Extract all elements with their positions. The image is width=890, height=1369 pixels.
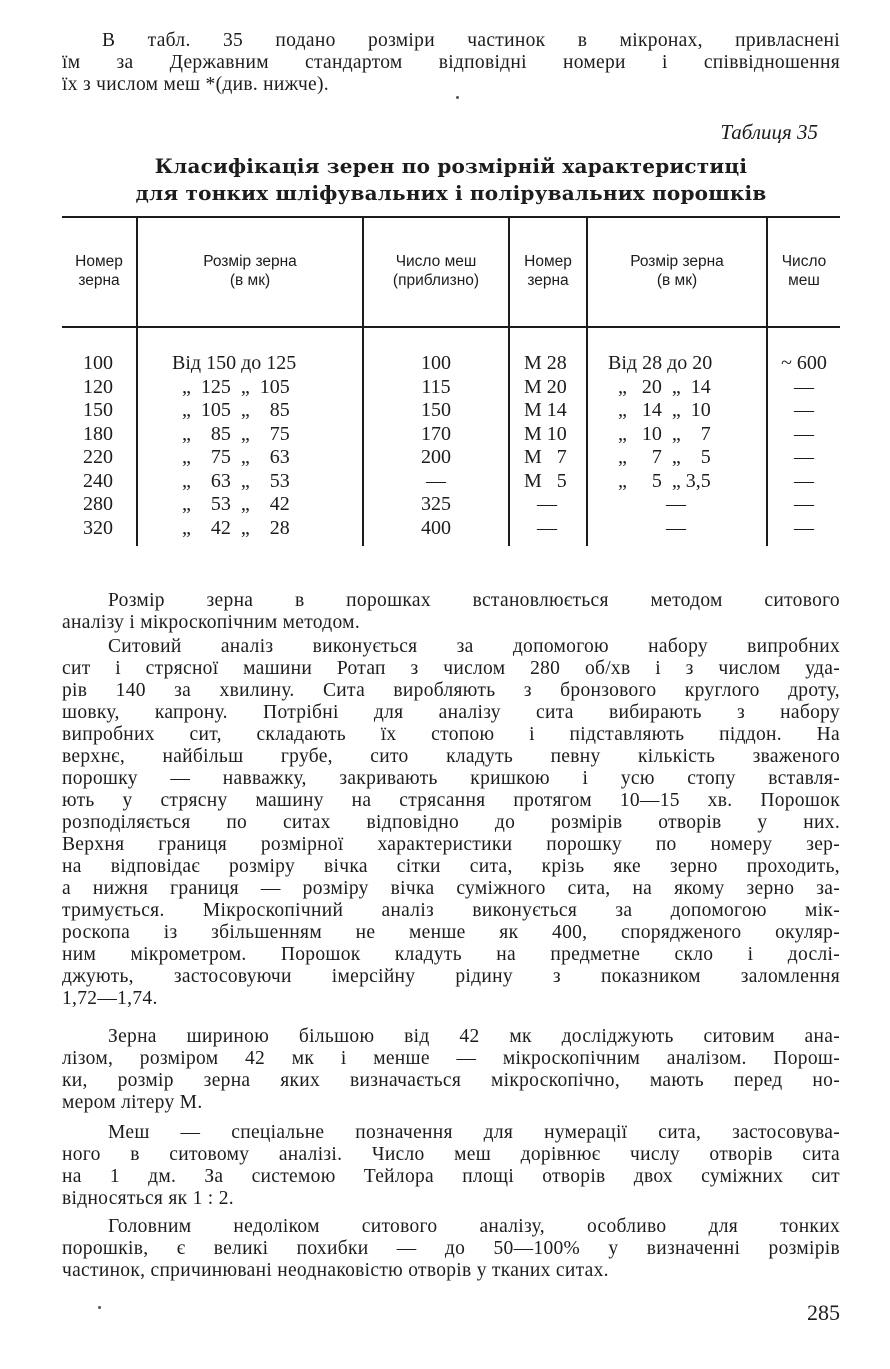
- text-line: ним мікрометром. Порошок кладуть на предметне скло і дослі-: [62, 944, 840, 965]
- paragraph-mesh-definition: [62, 1122, 840, 1210]
- table-cell: 325: [421, 493, 451, 515]
- table-cell: М 5: [524, 469, 567, 492]
- intro-paragraph: [62, 30, 840, 96]
- text-line: порошку — навважку, закривають кришкою і усю стопу вставля-: [62, 768, 840, 789]
- table-cell: —: [794, 469, 814, 492]
- table-cell: —: [666, 516, 686, 539]
- text-line: роскопа із збільшенням не менше як 400, спорядженого окуляр-: [62, 922, 840, 943]
- table-cell: „ 7 „ 5: [608, 446, 711, 468]
- paragraph-grain-size-methods: [62, 590, 840, 634]
- table-cell: —: [537, 516, 557, 539]
- table-cell: 115: [421, 375, 451, 398]
- text-line: 1,72—1,74.: [62, 988, 158, 1009]
- table-cell: —: [666, 493, 686, 515]
- text-line: тримується. Мікроскопічний аналіз виконується за допомогою мік-: [62, 900, 840, 921]
- table-cell: М 10: [524, 422, 567, 445]
- paragraph-sieve-analysis: [62, 636, 840, 1010]
- table-cell: 170: [421, 422, 451, 445]
- text-line: розподіляється по ситах відповідно до розмірів отворів у них.: [62, 812, 840, 833]
- column-grain-size: [138, 352, 360, 540]
- text-line: порошків, є великі похибки — до 50—100% у визначенні розмірів: [62, 1238, 840, 1259]
- table-cell: „ 125 „ 105: [172, 375, 290, 398]
- table-cell: 150: [83, 399, 113, 421]
- table-cell: 150: [421, 399, 451, 421]
- header-grain-number: Номер зерна: [75, 253, 123, 289]
- text-line: на відповідає розміру вічка сітки сита, крізь яке зерно проходить,: [62, 856, 840, 877]
- table-cell: —: [794, 446, 814, 468]
- print-speck: [456, 96, 459, 99]
- table-cell: „ 63 „ 53: [172, 469, 290, 492]
- table-cell: Від 28 до 20: [608, 352, 713, 374]
- text-line: випробних сит, складають їх стопою і підставляють піддон. На: [62, 724, 840, 745]
- table-cell: 280: [83, 493, 113, 515]
- table-cell: 200: [421, 446, 451, 468]
- table-label: Таблиця 35: [720, 120, 818, 144]
- table-cell: 220: [83, 446, 113, 468]
- header-grain-size: Розмір зерна (в мк): [203, 253, 297, 289]
- table-cell: —: [794, 422, 814, 445]
- text-line: джують, застосовуючи імерсійну рідину з показником заломлення: [62, 966, 840, 987]
- table-cell: 180: [83, 422, 113, 445]
- table-cell: М 20: [524, 375, 567, 398]
- text-line: Розмір зерна в порошках встановлюється методом ситового: [108, 590, 840, 611]
- column-mesh-count-2: [768, 352, 840, 540]
- text-line: частинок, спричинювані неоднаковістю отворів у тканих ситах.: [62, 1260, 609, 1281]
- text-line: рів 140 за хвилину. Сита виробляють з бронзового круглого дроту,: [62, 680, 840, 701]
- table-title-line: для тонких шліфувальних і полірувальних порошків: [135, 181, 767, 205]
- text-line: ють у стрясну машину на стрясання протягом 10—15 хв. Порошок: [62, 790, 840, 811]
- column-grain-size-2: [588, 352, 764, 540]
- text-line: відносяться як 1 : 2.: [62, 1188, 234, 1209]
- header-mesh-count: Число меш (приблизно): [392, 253, 480, 289]
- table-cell: —: [794, 493, 814, 515]
- text-line: ки, розмір зерна яких визначається мікроскопічно, мають перед но-: [62, 1070, 840, 1091]
- table-cell: 400: [421, 516, 451, 539]
- text-line: а нижня границя — розміру вічка суміжного сита, на якому зерно за-: [62, 878, 840, 899]
- intro-line: їх з числом меш *(див. нижче).: [62, 74, 329, 95]
- table-cell: М 28: [524, 352, 567, 374]
- text-line: мером літеру М.: [62, 1092, 203, 1113]
- table-cell: Від 150 до 125: [172, 352, 297, 374]
- intro-line: В табл. 35 подано розміри частинок в мікронах, привласнені: [102, 30, 840, 51]
- table-cell: „ 85 „ 75: [172, 422, 290, 445]
- column-grain-number: [62, 352, 134, 540]
- table-header-rule: [62, 326, 840, 328]
- table-cell: —: [794, 399, 814, 421]
- header-grain-number-2: Номер зерна: [524, 253, 572, 289]
- table-cell: М 7: [524, 446, 567, 468]
- text-line: на 1 дм. За системою Тейлора площі отворів двох суміжних сит: [62, 1166, 840, 1187]
- table-cell: „ 20 „ 14: [608, 375, 711, 398]
- table-cell: —: [794, 375, 814, 398]
- table-cell: „ 10 „ 7: [608, 422, 711, 445]
- table-cell: „ 53 „ 42: [172, 493, 290, 515]
- table-cell: „ 105 „ 85: [172, 399, 290, 421]
- text-line: ного в ситовому аналізі. Число меш дорівнює числу отворів сита: [62, 1144, 840, 1165]
- table-cell: —: [426, 469, 446, 492]
- column-grain-number-2: [510, 352, 584, 540]
- text-line: аналізу і мікроскопічним методом.: [62, 612, 360, 633]
- paragraph-grain-width: [62, 1026, 840, 1114]
- text-line: Зерна шириною більшою від 42 мк досліджують ситовим ана-: [108, 1026, 840, 1047]
- intro-line: їм за Державним стандартом відповідні номери і співвідношення: [62, 52, 840, 73]
- table-cell: „ 75 „ 63: [172, 446, 290, 468]
- text-line: верхнє, найбільш грубе, сито кладуть певну кількість зваженого: [62, 746, 840, 767]
- table-cell: 320: [83, 516, 113, 539]
- table-cell: „ 42 „ 28: [172, 516, 290, 539]
- paragraph-sieve-drawbacks: [62, 1216, 840, 1282]
- table-cell: М 14: [524, 399, 567, 421]
- text-line: Верхня границя розмірної характеристики порошку по номеру зер-: [62, 834, 840, 855]
- page-number: 285: [807, 1300, 840, 1325]
- table-cell: 240: [83, 469, 113, 492]
- table-title-line: Класифікація зерен по розмірній характеристиці: [154, 154, 748, 178]
- table-cell: „ 14 „ 10: [608, 399, 711, 421]
- print-speck: [98, 1306, 101, 1309]
- column-mesh-count: [364, 352, 508, 540]
- text-line: Ситовий аналіз виконується за допомогою набору випробних: [108, 636, 840, 657]
- table-cell: —: [537, 493, 557, 515]
- text-line: шовку, капрону. Потрібні для аналізу сита вибирають з набору: [62, 702, 840, 723]
- table-cell: —: [794, 516, 814, 539]
- grain-classification-table: [62, 216, 840, 546]
- text-line: Головним недоліком ситового аналізу, особливо для тонких: [108, 1216, 840, 1237]
- table-cell: 100: [421, 352, 451, 374]
- table-cell: 120: [83, 375, 113, 398]
- header-mesh-count-2: Число меш: [781, 253, 827, 289]
- text-line: Меш — спеціальне позначення для нумерації сита, застосовува-: [108, 1122, 840, 1143]
- text-line: сит і стрясної машини Ротап з числом 280 об/хв і з числом уда-: [62, 658, 840, 679]
- text-line: лізом, розміром 42 мк і менше — мікроскопічним аналізом. Порош-: [62, 1048, 840, 1069]
- header-grain-size-2: Розмір зерна (в мк): [630, 253, 724, 289]
- table-title: [62, 153, 840, 207]
- table-cell: 100: [83, 352, 113, 374]
- table-cell: ~ 600: [781, 352, 827, 374]
- table-cell: „ 5 „ 3,5: [608, 469, 711, 492]
- table-top-rule: [62, 216, 840, 218]
